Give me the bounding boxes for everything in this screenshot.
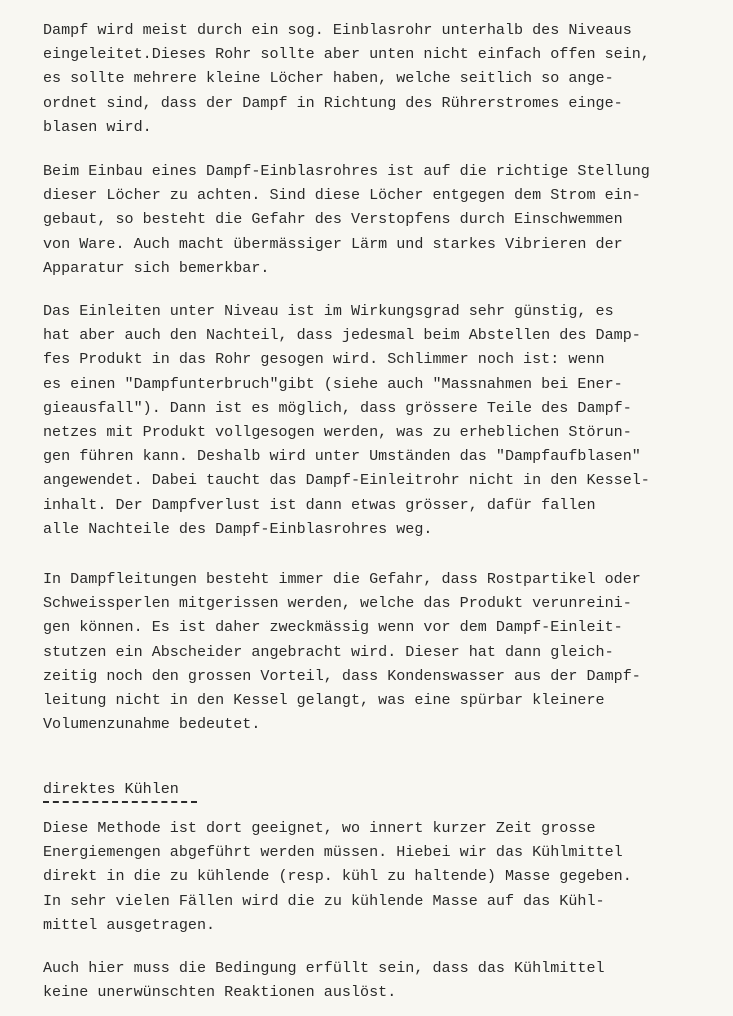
section-heading: direktes Kühlen xyxy=(43,780,179,798)
paragraph-steam-injection: Dampf wird meist durch ein sog. Einblasrohr unterhalb des Niveaus eingeleitet.Dieses Rohr sollte aber unten nicht einfach offen sein, es sollte mehrere kleine Löcher haben, welche seitlich so ange- ordnet sind, dass der Dampf in Richtung des Rührerstromes einge- blasen wird. xyxy=(43,21,650,136)
paragraph-direct-cooling: Diese Methode ist dort geeignet, wo innert kurzer Zeit grosse Energiemengen abgeführt werden müssen. Hiebei wir das Kühlmittel direkt in die zu kühlende (resp. kühl zu haltende) Masse gegeben. In sehr vielen Fällen wird die zu kühlende Masse auf das Kühl- mittel ausgetragen. xyxy=(43,819,632,934)
paragraph-cooling-condition: Auch hier muss die Bedingung erfüllt sein, dass das Kühlmittel keine unerwünschten Reaktionen auslöst. xyxy=(43,959,605,1002)
paragraph-below-level-injection: Das Einleiten unter Niveau ist im Wirkungsgrad sehr günstig, es hat aber auch den Nachteil, dass jedesmal beim Abstellen des Damp- fes Produkt in das Rohr gesogen wird. Schlimmer noch ist: wenn es einen "Dampfunterbruch"gibt (siehe auch "Massnahmen bei Ener- gieausfall"). Dann ist es möglich, dass grössere Teile des Dampf- netzes mit Produkt vollgesogen werden, was zu erheblichen Störun- gen führen kann. Deshalb wird unter Umständen das "Dampfaufblasen" angewendet. Dabei taucht das Dampf-Einleitrohr nicht in den Kessel- inhalt. Der Dampfverlust ist dann etwas grösser, dafür fallen alle Nachteile des Dampf-Einblasrohres weg. xyxy=(43,302,650,538)
heading-underline xyxy=(43,801,197,803)
paragraph-pipe-installation: Beim Einbau eines Dampf-Einblasrohres ist auf die richtige Stellung dieser Löcher zu achten. Sind diese Löcher entgegen dem Strom ein- gebaut, so besteht die Gefahr des Verstopfens durch Einschwemmen von Ware. Auch macht übermässiger Lärm und starkes Vibrieren der Apparatur sich bemerkbar. xyxy=(43,162,650,277)
paragraph-steam-lines: In Dampfleitungen besteht immer die Gefahr, dass Rostpartikel oder Schweissperlen mitgerissen werden, welche das Produkt verunreini- gen können. Es ist daher zweckmässig wenn vor dem Dampf-Einleit- stutzen ein Abscheider angebracht wird. Dieser hat dann gleich- zeitig noch den grossen Vorteil, dass Kondenswasser aus der Dampf- leitung nicht in den Kessel gelangt, was eine spürbar kleinere Volumenzunahme bedeutet. xyxy=(43,570,641,734)
